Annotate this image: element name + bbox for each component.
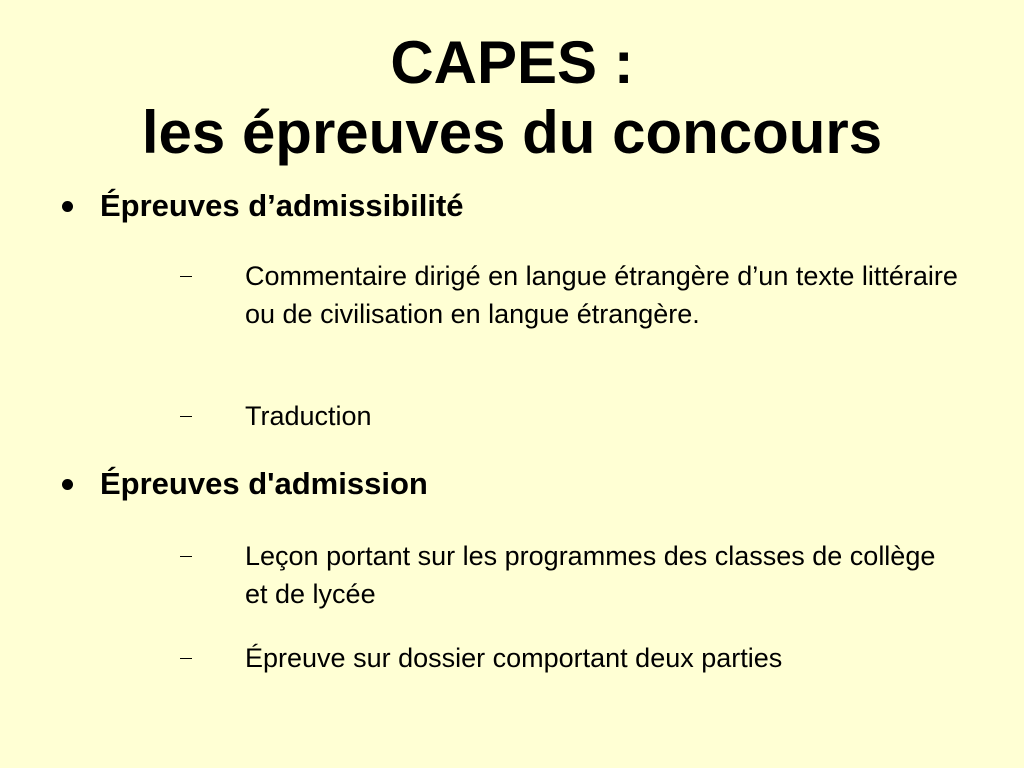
section-heading-label: Épreuves d'admission [100, 466, 428, 501]
dash-bullet-icon [180, 276, 192, 277]
slide-title [0, 28, 1024, 168]
title-line-1: CAPES : [390, 29, 634, 96]
section-heading-label: Épreuves d’admissibilité [100, 188, 464, 223]
list-item-text: Traduction [245, 401, 372, 431]
list-item-text: Épreuve sur dossier comportant deux parties [245, 643, 783, 673]
list-item-text: Leçon portant sur les programmes des classes de collège et de lycée [245, 541, 936, 609]
dash-bullet-icon [180, 658, 192, 659]
dash-bullet-icon [180, 416, 192, 417]
bullet-dot-icon [62, 201, 73, 212]
dash-bullet-icon [180, 556, 192, 557]
bullet-dot-icon [62, 479, 73, 490]
list-item-text: Commentaire dirigé en langue étrangère d’un texte littéraire ou de civilisation en langue étrangère. [245, 261, 958, 329]
title-line-2: les épreuves du concours [141, 99, 883, 166]
